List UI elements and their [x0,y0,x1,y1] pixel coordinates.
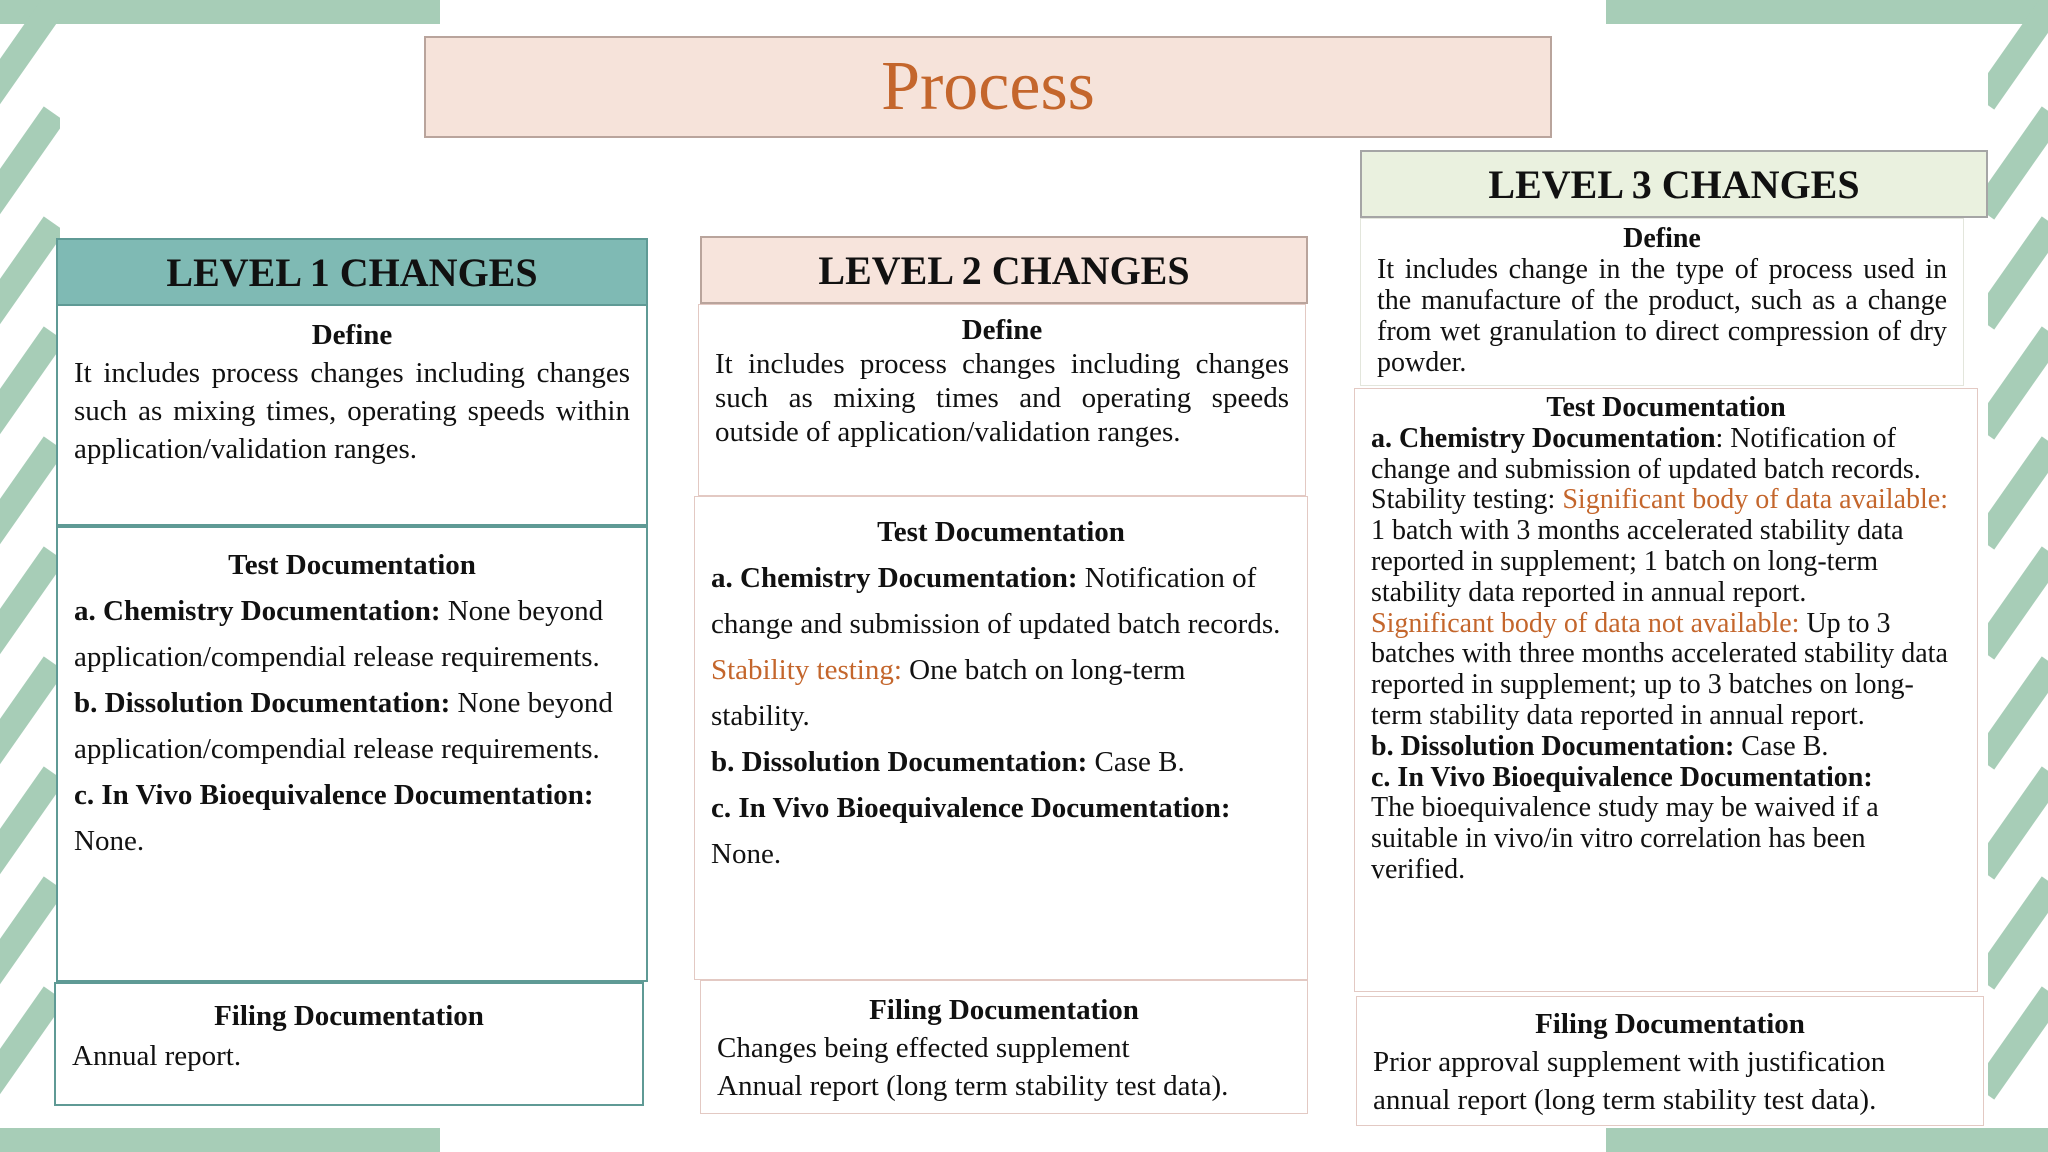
level3-chemistry-label: a. Chemistry Documentation [1371,422,1716,454]
level1-chemistry-text: None beyond application/compendial release requirements. [74,595,604,673]
level1-define-text: It includes process changes including changes such as mixing times, operating speeds within application/validation ranges. [74,357,630,465]
level1-define-box [56,306,648,526]
bottom-right-stripe [1606,1128,2048,1152]
level3-chemistry [1371,424,1961,486]
bottom-left-stripe [0,1128,440,1152]
level1-define-heading: Define [311,319,393,351]
level3-filing-box [1356,996,1984,1126]
level1-dissolution-label: b. Dissolution Documentation: [74,687,451,719]
level2-stability [711,647,1291,739]
level3-stability-prefix: Stability testing: [1371,484,1563,516]
page-title-box [424,36,1552,138]
level2-stability-text: One batch on long-term stability. [711,654,1186,732]
level3-define-text: It includes change in the type of process used in the manufacture of the product, such as a change from wet granulation to direct compression of dry powder. [1377,254,1947,378]
left-diagonal-stripes [0,0,60,1152]
level2-chemistry-label: a. Chemistry Documentation: [711,562,1078,594]
level3-stability-not-significant [1371,609,1961,732]
level2-filing-line-2: Annual report (long term stability test data). [717,1070,1229,1102]
level1-invivo [74,772,630,864]
level3-stability-sig-label: Significant body of data available: [1562,484,1948,516]
level3-test-heading: Test Documentation [1546,392,1786,423]
level2-filing-box [700,980,1308,1114]
level2-chemistry [711,555,1291,647]
level1-chemistry [74,588,630,680]
level2-dissolution [711,739,1291,785]
level2-dissolution-text: Case B. [1087,746,1185,778]
level3-invivo-heading [1371,763,1961,794]
level3-stability-nosig-text: Up to 3 batches with three months accelerated stability data reported in supplement; up to 3 batches on long-term stability data reported in annual report. [1371,607,1948,731]
level3-chemistry-text: : Notification of change and submission of updated batch records. [1371,422,1921,485]
level2-define-box [698,304,1306,496]
level3-filing-heading: Filing Documentation [1535,1008,1805,1040]
right-diagonal-stripes [1988,0,2048,1152]
level3-stability-sig-text: 1 batch with 3 months accelerated stability data reported in supplement; 1 batch on long-term stability data reported in annual report. [1371,515,1904,608]
level2-test-box [694,496,1308,980]
level3-filing-line-1: Prior approval supplement with justification [1373,1046,1886,1078]
level1-header-text: LEVEL 1 CHANGES [166,249,538,295]
level2-filing-line-1: Changes being effected supplement [717,1032,1130,1064]
level2-invivo-label: c. In Vivo Bioequivalence Documentation: [711,792,1231,824]
level3-header [1360,150,1988,218]
level3-stability-nosig-label: Significant body of data not available: [1371,607,1800,639]
level2-define-text: It includes process changes including changes such as mixing times and operating speeds outside of application/validation ranges. [715,348,1289,448]
level2-invivo [711,785,1291,877]
level3-test-box [1354,388,1978,992]
level3-define-box [1360,218,1964,386]
level2-header-text: LEVEL 2 CHANGES [818,247,1190,293]
level3-stability-significant [1371,485,1961,608]
level1-filing-line-1: Annual report. [72,1040,242,1072]
level3-dissolution-label: b. Dissolution Documentation: [1371,730,1735,762]
level1-header [56,238,648,306]
level3-dissolution-text: Case B. [1734,730,1829,762]
level1-dissolution [74,680,630,772]
level3-filing-line-2: annual report (long term stability test data). [1373,1084,1877,1116]
level1-invivo-label: c. In Vivo Bioequivalence Documentation: [74,779,594,811]
level3-invivo-text: The bioequivalence study may be waived if a suitable in vivo/in vitro correlation has been verified. [1371,792,1879,885]
level2-stability-label: Stability testing: [711,654,902,686]
level1-filing-heading: Filing Documentation [214,1000,484,1032]
top-right-stripe [1606,0,2048,24]
level2-test-heading: Test Documentation [877,516,1125,548]
level1-invivo-text: None. [74,825,145,857]
level2-define-heading: Define [961,314,1043,346]
level2-header [700,236,1308,304]
level3-header-text: LEVEL 3 CHANGES [1488,161,1860,207]
level2-filing-heading: Filing Documentation [869,994,1139,1026]
level1-filing-box [54,982,644,1106]
level1-test-heading: Test Documentation [228,549,476,581]
level1-test-box [56,526,648,982]
page-title: Process [881,48,1095,125]
level3-invivo-label: c. In Vivo Bioequivalence Documentation: [1371,761,1873,793]
level2-dissolution-label: b. Dissolution Documentation: [711,746,1088,778]
top-left-stripe [0,0,440,24]
level2-chemistry-text: Notification of change and submission of updated batch records. [711,562,1281,640]
level2-invivo-text: None. [711,838,782,870]
level3-dissolution [1371,732,1961,763]
level1-dissolution-text: None beyond application/compendial release requirements. [74,687,613,765]
level3-define-heading: Define [1623,223,1701,254]
level1-chemistry-label: a. Chemistry Documentation: [74,595,441,627]
